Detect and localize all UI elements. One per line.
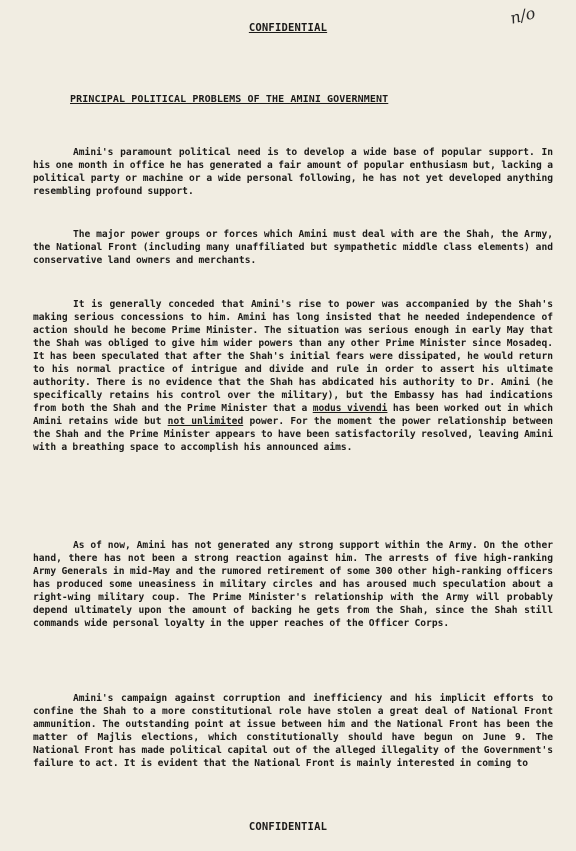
paragraph-5: Amini's campaign against corruption and inefficiency and his implicit efforts to confine the Shah to a more constitutional role have stolen a great deal of National Front ammunition. The outstanding point at issue between him and the National Front has been the matter of Majlis elections, which constitutionally should have begun on June 9. The National Front has made political capital out of the alleged illegality of the Government's failure to act. It is evident that the National Front is mainly interested in coming to [33,692,553,769]
top-classification-marking: CONFIDENTIAL [248,22,328,34]
paragraph-1: Amini's paramount political need is to develop a wide base of popular support. In his one month in office he has generated a fair amount of popular enthusiasm but, lacking a political party or machine or a wide personal following, he has not yet developed anything resembling profound support. [33,146,553,197]
paragraph-3 [33,298,553,454]
paragraph-3-part-2: has been worked out in which Amini retains wide but [33,402,553,427]
paragraph-3-part-1: It is generally conceded that Amini's rise to power was accompanied by the Shah's making serious concessions to him. Amini has long insisted that he needed independence of action should he become Prime Minister. The situation was serious enough in early May that the Shah was obliged to give him wider powers than any other Prime Minister since Mosadeq. It has been speculated that after the Shah's initial fears were dissipated, he would return to his normal practice of intrigue and divide and rule in order to assert his ultimate authority. There is no evidence that the Shah has abdicated his authority to Dr. Amini (he specifically retains his control over the military), but the Embassy has had indications from both the Shah and the Prime Minister that a [33,298,553,414]
bottom-classification-marking: CONFIDENTIAL [248,821,328,833]
handwritten-note: n/o [508,3,538,28]
paragraph-4: As of now, Amini has not generated any strong support within the Army. On the other hand, there has not been a strong reaction against him. The arrests of five high-ranking Army Generals in mid-May and the rumored retirement of some 300 other high-ranking officers has produced some uneasiness in military circles and has aroused much speculation about a right-wing military coup. The Prime Minister's relationship with the Army will probably depend ultimately upon the amount of backing he gets from the Shah, since the Shah still commands wide personal loyalty in the upper reaches of the Officer Corps. [33,539,553,629]
document-title: PRINCIPAL POLITICAL PROBLEMS OF THE AMINI GOVERNMENT [70,94,389,105]
paragraph-3-emphasis-modus-vivendi: modus vivendi [312,402,388,414]
paragraph-2: The major power groups or forces which Amini must deal with are the Shah, the Army, the National Front (including many unaffiliated but sympathetic middle class elements) and conservative land owners and merchants. [33,228,553,266]
paragraph-3-part-3: power. For the moment the power relationship between the Shah and the Prime Minister appears to have been satisfactorily resolved, leaving Amini with a breathing space to accomplish his announced aims. [33,415,553,453]
paragraph-3-emphasis-not-unlimited: not unlimited [167,415,244,427]
